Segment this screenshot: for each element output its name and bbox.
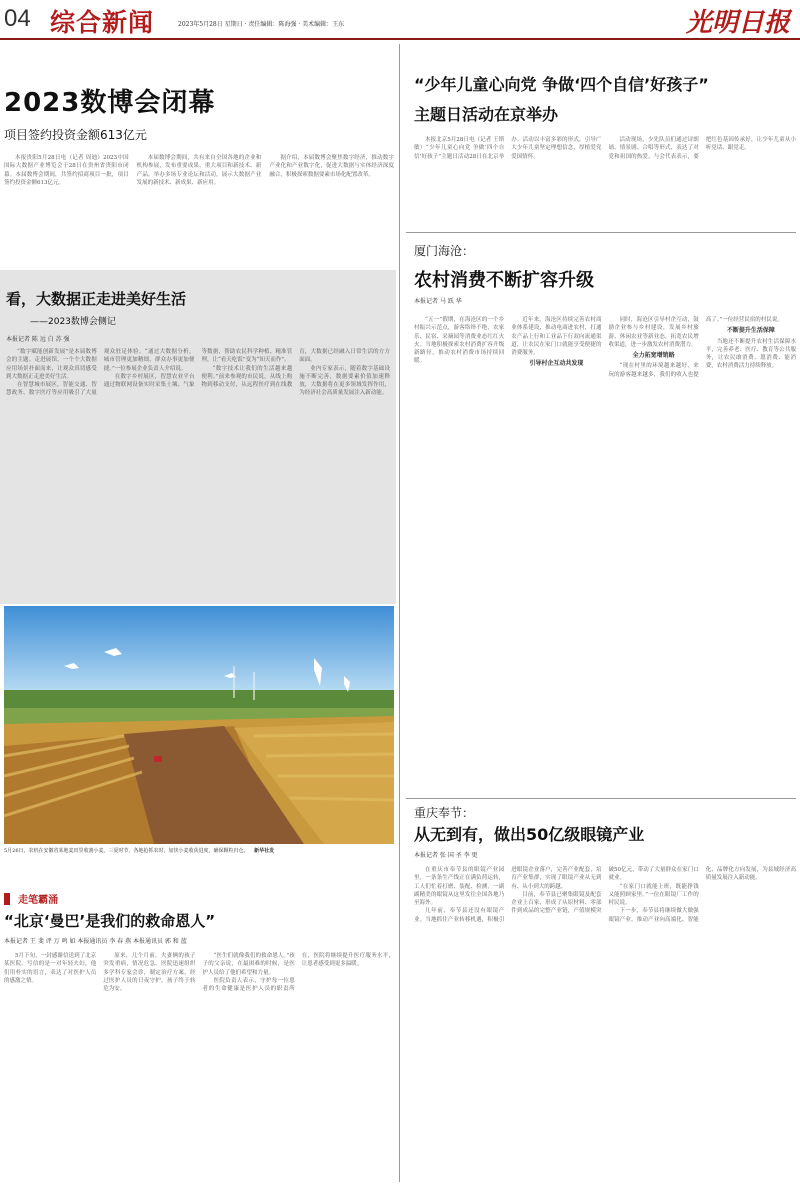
newspaper-logo: 光明日报: [685, 8, 790, 38]
article-haicang-consumption: [406, 236, 796, 796]
tag-marker: [4, 893, 10, 905]
paragraph: 同时，海沧区引导村企互动，鼓励企业参与乡村建设，发展乡村旅游、休闲农业等新业态，拓宽农民增收渠道，进一步激发农村消费潜力。: [608, 317, 699, 348]
field-illustration: [4, 606, 394, 844]
subheadline: 项目签约投资金额613亿元: [4, 128, 147, 142]
photo-credit: 新华社发: [254, 848, 275, 854]
paragraph: “数字赋能创新发展”是本届数博会的主题。走进展馆，一个个大数据应用场景扑面而来，让观众真切感受到大数据正走进美好生活。: [6, 349, 97, 380]
article-children-theme-day: [406, 66, 796, 226]
article-body: [414, 316, 796, 790]
paragraph: “数字技术让我们的生活越来越便利。”前来参观的市民说，从线上购物到移动支付，从远程医疗到在线教育，大数据已经融入日常生活的方方面面。: [201, 349, 390, 389]
paragraph: “现在村里的环境越来越好，来玩的游客越来越多，我们的收入也提高了。”一位经营民宿的村民说。: [608, 317, 783, 378]
paragraph: 在数字乡村展区，智慧农业平台通过物联网设备实时采集土壤、气象等数据，帮助农民科学种植、精准管理，让“看天吃饭”变为“知天而作”。: [103, 349, 293, 389]
article-fengjie-glasses: [406, 800, 796, 1182]
paragraph: 5月下旬，一封感谢信送到了北京某医院。写信的是一对年轻夫妇，他们用朴实的语言，表达了对医护人员的感激之情。: [4, 953, 97, 984]
section-divider: [406, 798, 796, 799]
article-body: [4, 952, 394, 1178]
page-number: 04: [4, 5, 31, 32]
subhead: 引导村企互动共发现: [529, 360, 584, 368]
subheadline: ——2023数博会侧记: [30, 317, 116, 327]
article-bigdata-life: [0, 270, 396, 604]
paragraph: 本届数博会期间，共有来自全国各地的企业和机构参展，发布重要成果、重大项目和新技术、新产品，举办多场专业论坛和活动，展示大数据产业发展的新技术、新成果、新应用。: [136, 155, 262, 186]
paragraph: 本报贵阳5月28日电（记者 周迪）2023中国国际大数据产业博览会于28日在贵州省贵阳市闭幕。本届数博会期间，共签约招商项目一批，项目签约投资金额613亿元。: [4, 155, 129, 186]
subhead: 全力拓宽增销路: [632, 352, 675, 360]
paragraph: 在重庆市奉节县的眼镜产业园里，一条条生产线正在满负荷运转，工人们忙着打磨、装配、检测，一副副精美的眼镜从这里发往全国各地乃至海外。: [414, 867, 505, 907]
masthead: [0, 0, 800, 40]
paragraph: 据介绍，本届数博会聚焦数字经济，推动数字产业化和产业数字化，促进大数据与实体经济深度融合，积极探索数据要素市场化配置改革。: [269, 155, 394, 178]
paragraph: “在家门口就能上班，既能挣钱又能照顾家里。”一位在眼镜厂工作的村民说。: [608, 883, 699, 907]
section-title: 综合新闻: [50, 8, 155, 37]
headline: “少年儿童心向党 争做‘四个自信’好孩子”: [414, 75, 709, 94]
paragraph: 下一步，奉节县将继续做大做强眼镜产业，推动产业向高端化、智能化、品牌化方向发展，为县域经济高质量发展注入新动能。: [608, 867, 796, 923]
photo-caption: [4, 848, 394, 855]
subhead: 不断提升生活保障: [726, 327, 775, 335]
headline: 2023数博会闭幕: [4, 88, 216, 118]
column-tag: 走笔霸涌: [18, 895, 59, 906]
paragraph: 本报北京5月28日电（记者 王斯敏）“少年儿童心向党 争做‘四个自信’好孩子”主题日活动28日在北京举办。活动以丰富多彩的形式，引导广大少年儿童坚定理想信念，厚植爱党爱国情怀。: [414, 137, 602, 160]
kicker: 重庆奉节：: [414, 806, 475, 820]
section-divider: [406, 232, 796, 233]
date-line: 2023年5月28日 星期日 · 责任编辑：陈海强 · 美术编辑：王东: [178, 21, 345, 28]
article-body: [414, 136, 796, 228]
paragraph: “五一”假期，在海沧区的一个乡村振兴示范点，游客络绎不绝，农家乐、民宿、采摘园等消费业态红红火火。当地积极探索农村消费扩容升级新路径，推动农村消费市场持续回暖。: [414, 317, 505, 365]
paragraph: 当地还不断提升农村生活保障水平，完善养老、医疗、教育等公共服务，让农民敢消费、愿消费、能消费，农村消费活力持续释放。: [705, 338, 796, 370]
column-divider: [399, 44, 400, 1182]
paragraph: 几年前，奉节县还没有眼镜产业。当地抓住产业转移机遇，积极引进眼镜企业落户，完善产业配套，培育产业集群，实现了眼镜产业从无到有、从小到大的跨越。: [414, 867, 602, 923]
caption-text: 5月26日，农机在安徽省某地麦田里收割小麦。三夏时节，各地抢抓农时，加快小麦收获进度，确保颗粒归仓。: [4, 848, 249, 854]
paragraph: 原来，几个月前，夫妻俩的孩子突发重病，情况危急。医院迅速组织多学科专家会诊，制定治疗方案，经过医护人员的日夜守护，孩子终于转危为安。: [103, 953, 196, 993]
article-body: [414, 866, 796, 1178]
byline: 本报记者 马 跃 华: [414, 298, 462, 305]
byline: 本报记者 陈 远 白 苏 强: [6, 336, 70, 343]
article-body: [6, 348, 390, 598]
article-bigdata-expo: [4, 46, 394, 266]
paragraph: 活动现场，少先队员们通过诗朗诵、情景剧、合唱等形式，表达了对党和祖国的热爱。与会代表表示，要把红色基因传承好，让少年儿童从小听党话、跟党走。: [608, 137, 796, 160]
byline: 本报记者 张 国 圣 李 更: [414, 852, 478, 859]
harvest-photo: [4, 606, 394, 844]
paragraph: 近年来，海沧区持续完善农村商业体系建设，推动电商进农村，打通农产品上行和工业品下行双向流通渠道，让农民在家门口就能享受便捷的消费服务。: [511, 317, 602, 357]
paragraph: 目前，奉节县已聚集眼镜及配套企业上百家，形成了从原材料、零部件到成品的完整产业链，产值规模突破50亿元，带动了大量群众在家门口就业。: [511, 867, 699, 915]
kicker: 厦门海沧：: [414, 244, 475, 258]
article-body: [4, 154, 394, 260]
subheadline: 主题日活动在京举办: [414, 105, 559, 124]
paragraph: 在智慧城市展区，智能交通、智慧政务、数字医疗等应用吸引了大量观众驻足体验。“通过大数据分析，城市管理更加精细，群众办事更加便捷。”一位参展企业负责人介绍说。: [6, 349, 195, 397]
article-beijing-mamba: [4, 880, 394, 1180]
byline: 本报记者 王 斐 评 万 鸣 如 本报通讯员 李 春 燕 本报通讯员 郭 和 蓝: [4, 938, 187, 945]
headline: “北京‘曼巴’是我们的救命恩人”: [4, 912, 216, 930]
headline: 农村消费不断扩容升级: [414, 270, 594, 291]
headline: 看，大数据正走进美好生活: [6, 290, 187, 308]
headline: 从无到有，做出50亿级眼镜产业: [414, 825, 645, 844]
paragraph: “医生们就像我们的救命恩人。”孩子的父亲说，在最困难的时候，是医护人员给了他们希望和力量。: [202, 953, 295, 976]
column-tag-row: [4, 888, 58, 907]
paragraph: 医院负责人表示，守护每一位患者的生命健康是医护人员的职责所在，医院将继续提升医疗服务水平，让患者感受到更多温暖。: [202, 953, 394, 993]
paragraph: 业内专家表示，随着数字基础设施不断完善，数据要素价值加速释放，大数据将在更多领域发挥作用，为经济社会高质量发展注入新动能。: [299, 365, 390, 397]
